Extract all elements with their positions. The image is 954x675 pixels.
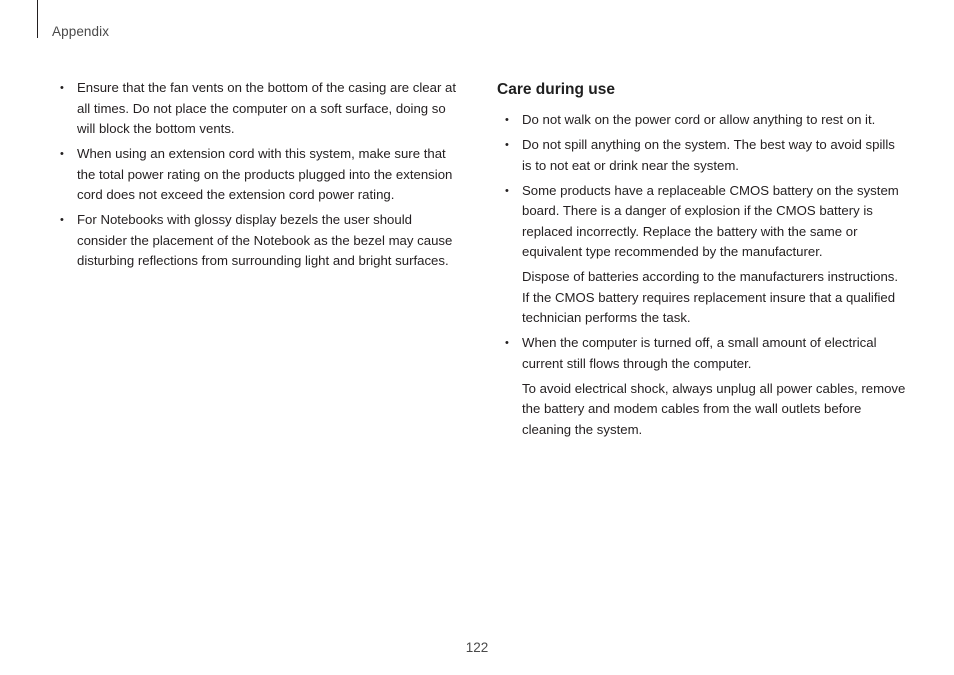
- list-item: [497, 110, 907, 131]
- list-item: [497, 135, 907, 176]
- page-number: 122: [465, 640, 489, 655]
- bullet-icon: •: [505, 337, 509, 349]
- left-column: [58, 78, 460, 276]
- bullet-icon: •: [505, 139, 509, 151]
- paragraph: When using an extension cord with this system, make sure that the total power rating on the products plugged into the extension cord does not exceed the extension cord power rating.: [77, 146, 453, 202]
- bullet-icon: •: [60, 82, 64, 94]
- right-bullet-list: [497, 110, 907, 440]
- bullet-icon: •: [505, 114, 509, 126]
- section-label: Appendix: [52, 24, 110, 39]
- paragraph: Ensure that the fan vents on the bottom of the casing are clear at all times. Do not place the computer on a soft surface, doing so will block the bottom vents.: [77, 80, 457, 136]
- bullet-icon: •: [60, 148, 64, 160]
- left-bullet-list: [58, 78, 460, 272]
- paragraph: For Notebooks with glossy display bezels the user should consider the placement of the Notebook as the bezel may cause disturbing reflections from surrounding light and bright surfaces.: [77, 212, 453, 268]
- paragraph: Do not spill anything on the system. The best way to avoid spills is to not eat or drink near the system.: [522, 137, 895, 173]
- list-item: [58, 78, 460, 140]
- bullet-icon: •: [505, 184, 509, 197]
- list-item: [497, 333, 907, 440]
- paragraph-continuation: To avoid electrical shock, always unplug all power cables, remove the battery and modem cables from the wall outlets before cleaning the system.: [522, 380, 906, 437]
- header-rule: [37, 0, 38, 38]
- paragraph: When the computer is turned off, a small amount of electrical current still flows through the computer.: [522, 335, 877, 371]
- paragraph: Some products have a replaceable CMOS battery on the system board. There is a danger of explosion if the CMOS battery is replaced incorrectly. Replace the battery with the same or equivalent type recommended by the manufacturer.: [522, 182, 899, 259]
- paragraph-continuation: Dispose of batteries according to the manufacturers instructions. If the CMOS battery requires replacement insure that a qualified technician performs the task.: [522, 269, 899, 325]
- section-heading: Care during use: [497, 81, 615, 98]
- list-item: [58, 210, 460, 272]
- bullet-icon: •: [60, 214, 64, 226]
- list-item: [58, 144, 460, 206]
- paragraph: Do not walk on the power cord or allow anything to rest on it.: [522, 112, 876, 127]
- right-column: [497, 79, 907, 445]
- list-item: [497, 181, 907, 329]
